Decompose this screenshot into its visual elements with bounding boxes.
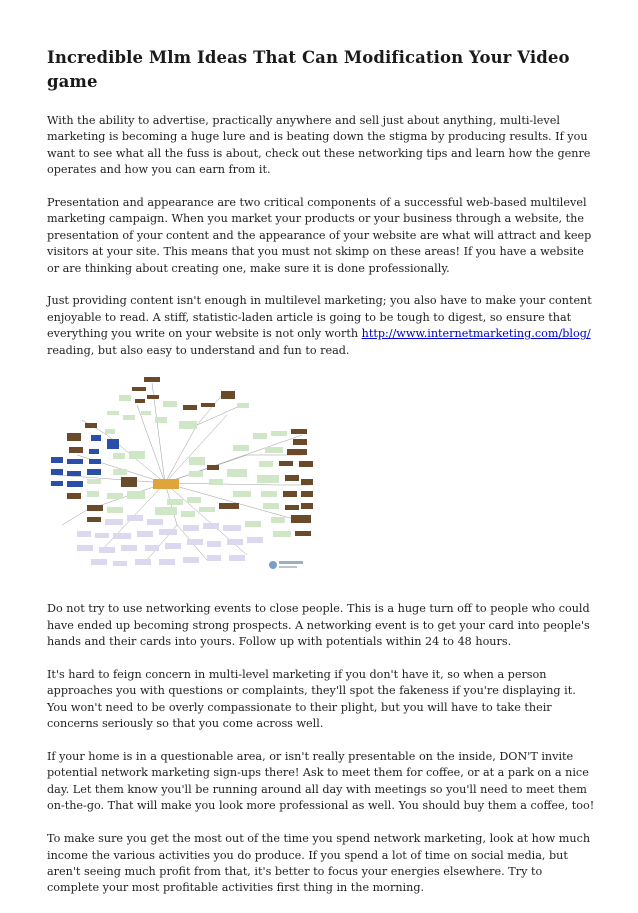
mind-map-graphic xyxy=(47,375,315,577)
internetmarketing-blog-link[interactable]: http://www.internetmarketing.com/blog/ xyxy=(361,327,591,341)
article-title: Incredible Mlm Ideas That Can Modification Your Video game xyxy=(47,48,570,91)
paragraph-content xyxy=(47,293,595,359)
mind-map-nodes xyxy=(51,377,313,566)
paragraph-intro: With the ability to advertise, practically anywhere and sell just about anything, multi-level marketing is becoming a huge lure and is beating down the stigma by producing results. If you want to see what all the fuss is about, check out these networking tips and learn how the genre operates and how you can earn from it. xyxy=(47,114,591,177)
article xyxy=(47,46,595,913)
paragraph-presentation: Presentation and appearance are two critical components of a successful web-based multilevel marketing campaign. When you market your products or your business through a website, the presentation of your content and the appearance of your website are what will attract and keep visitors at your site. This means that you must not skimp on these areas! If you have a website or are thinking about creating one, make sure it is done professionally. xyxy=(47,196,592,275)
paragraph-home-meetings: If your home is in a questionable area, or isn't really presentable on the inside, DON'T invite potential network marketing sign-ups there! Ask to meet them for coffee, or at a park on a nice day. Let them know you'll be running around all day with meetings so you'll need to meet them on-the-go. That will make you look more professional as well. You should buy them a coffee, too! xyxy=(47,750,595,813)
paragraph-content-text-before: Just providing content isn't enough in multilevel marketing; you also have to make your content enjoyable to read. A stiff, statistic-laden article is going to be tough to digest, so ensure that everything you write on your website is not only worth xyxy=(47,294,592,341)
paragraph-concern: It's hard to feign concern in multi-level marketing if you don't have it, so when a person approaches you with questions or complaints, they'll spot the fakeness if you're displaying it. You won't need to be overly compassionate to their plight, but you will have to take their concerns seriously so that you come across well. xyxy=(47,668,576,731)
paragraph-time-income: To make sure you get the most out of the time you spend network marketing, look at how much income the various activities you do produce. If you spend a lot of time on social media, but aren't seeing much profit from that, it's better to focus your energies elsewhere. Try to complete your most profitable activities first thing in the morning. xyxy=(47,832,591,895)
mind-map-image xyxy=(47,375,315,577)
mind-map-logo xyxy=(269,561,303,569)
paragraph-content-text-after: reading, but also easy to understand and fun to read. xyxy=(47,343,350,357)
paragraph-networking-events: Do not try to use networking events to close people. This is a huge turn off to people who could have ended up becoming strong prospects. A networking event is to get your card into people's hands and their cards into yours. Follow up with potentials within 24 to 48 hours. xyxy=(47,602,590,649)
